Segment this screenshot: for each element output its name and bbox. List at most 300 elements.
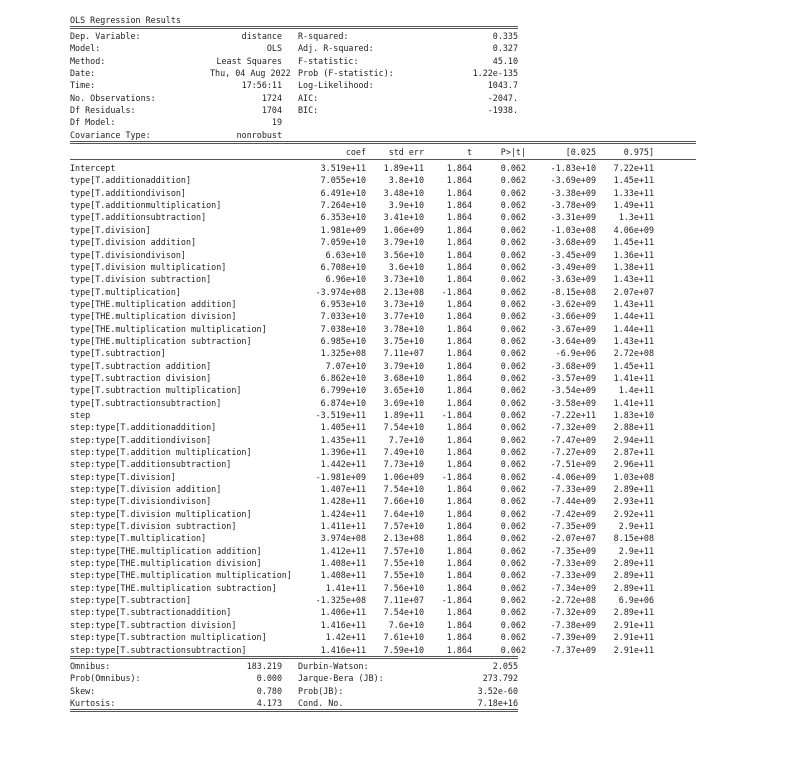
diagnostic-row xyxy=(70,660,730,672)
info-label: Dep. Variable: xyxy=(70,31,141,41)
coef-value: 6.63e+10 xyxy=(325,249,366,260)
p-value: 0.062 xyxy=(500,434,526,445)
p-value: 0.062 xyxy=(500,545,526,556)
p-value: 0.062 xyxy=(500,484,526,495)
term-name: step:type[T.additiondivison] xyxy=(70,434,212,445)
term-name: step xyxy=(70,409,91,420)
ci-lower-value: -7.33e+09 xyxy=(550,570,596,581)
term-name: type[T.subtraction division] xyxy=(70,372,212,383)
info-label: Df Model: xyxy=(70,117,116,128)
coef-value: 7.264e+10 xyxy=(320,200,366,211)
p-value: 0.062 xyxy=(500,323,526,334)
coef-value: 1.412e+11 xyxy=(320,545,366,556)
std-err-value: 7.54e+10 xyxy=(383,422,424,433)
p-value: 0.062 xyxy=(500,422,526,433)
coef-value: 7.038e+10 xyxy=(320,323,366,334)
term-name: step:type[T.subtraction division] xyxy=(70,619,237,630)
info-label: No. Observations: xyxy=(70,92,156,103)
ci-lower-value: -7.35e+09 xyxy=(550,545,596,556)
table-row xyxy=(70,236,730,248)
stat-value: -1938. xyxy=(487,105,518,116)
ci-upper-value: 7.22e+11 xyxy=(613,163,654,174)
p-value: 0.062 xyxy=(500,385,526,396)
t-value: 1.864 xyxy=(446,545,472,556)
table-row xyxy=(70,495,730,507)
t-value: 1.864 xyxy=(446,521,472,532)
table-row xyxy=(70,211,730,223)
ci-lower-value: -7.44e+09 xyxy=(550,496,596,507)
p-value: 0.062 xyxy=(500,496,526,507)
p-value: 0.062 xyxy=(500,212,526,223)
stat-value: 45.10 xyxy=(492,55,518,66)
table-row xyxy=(70,261,730,273)
coef-value: 6.353e+10 xyxy=(320,212,366,223)
diagnostic-value: 7.18e+16 xyxy=(477,697,518,708)
term-name: step:type[T.divisiondivison] xyxy=(70,496,212,507)
coef-value: 1.435e+11 xyxy=(320,434,366,445)
t-value: 1.864 xyxy=(446,224,472,235)
table-row xyxy=(70,619,730,631)
info-label: Time: xyxy=(70,80,96,91)
table-row xyxy=(70,249,730,261)
info-value: OLS xyxy=(266,43,282,54)
p-value: 0.062 xyxy=(500,311,526,322)
diagnostic-row xyxy=(70,697,730,709)
std-err-value: 3.48e+10 xyxy=(383,187,424,198)
term-name: type[T.subtraction] xyxy=(70,348,166,359)
coef-value: 7.07e+10 xyxy=(325,360,366,371)
p-value: 0.062 xyxy=(500,274,526,285)
t-value: 1.864 xyxy=(446,632,472,643)
ci-upper-value: 1.43e+11 xyxy=(613,335,654,346)
term-name: step:type[T.division subtraction] xyxy=(70,521,237,532)
table-row xyxy=(70,162,730,174)
t-value: -1.864 xyxy=(441,595,472,606)
t-value: 1.864 xyxy=(446,484,472,495)
stat-label: F-statistic: xyxy=(298,55,359,66)
term-name: type[T.subtractionsubtraction] xyxy=(70,397,222,408)
ci-upper-value: 1.43e+11 xyxy=(613,274,654,285)
info-label: Model: xyxy=(70,43,101,54)
ci-lower-value: -7.51e+09 xyxy=(550,459,596,470)
term-name: step:type[T.subtraction multiplication] xyxy=(70,632,267,643)
p-value: 0.062 xyxy=(500,335,526,346)
t-value: 1.864 xyxy=(446,237,472,248)
stat-label: BIC: xyxy=(298,105,319,116)
stat-label: Log-Likelihood: xyxy=(298,80,374,91)
coef-value: 7.055e+10 xyxy=(320,175,366,186)
t-value: 1.864 xyxy=(446,496,472,507)
term-name: type[T.division subtraction] xyxy=(70,274,212,285)
ci-upper-value: 1.41e+11 xyxy=(613,372,654,383)
coef-value: -1.325e+08 xyxy=(315,595,366,606)
p-value: 0.062 xyxy=(500,533,526,544)
ci-upper-value: 2.91e+11 xyxy=(613,619,654,630)
ci-upper-value: 2.91e+11 xyxy=(613,632,654,643)
results-title: OLS Regression Results xyxy=(70,15,181,25)
table-row xyxy=(70,323,730,335)
coef-value: 1.42e+11 xyxy=(325,632,366,643)
coef-value: 1.411e+11 xyxy=(320,521,366,532)
term-name: type[T.division] xyxy=(70,224,151,235)
term-name: step:type[T.multiplication] xyxy=(70,533,207,544)
std-err-value: 3.41e+10 xyxy=(383,212,424,223)
coef-value: 1.442e+11 xyxy=(320,459,366,470)
std-err-value: 3.69e+10 xyxy=(383,397,424,408)
t-value: 1.864 xyxy=(446,249,472,260)
term-name: step:type[THE.multiplication multiplication] xyxy=(70,570,292,581)
coef-value: 6.708e+10 xyxy=(320,261,366,272)
std-err-value: 1.06e+09 xyxy=(383,224,424,235)
t-value: 1.864 xyxy=(446,459,472,470)
table-row xyxy=(70,483,730,495)
coef-value: 6.799e+10 xyxy=(320,385,366,396)
ci-upper-value: 2.9e+11 xyxy=(618,545,654,556)
term-name: type[T.additionsubtraction] xyxy=(70,212,207,223)
diagnostic-label: Jarque-Bera (JB): xyxy=(298,673,384,684)
p-value: 0.062 xyxy=(500,360,526,371)
ci-lower-value: -3.31e+09 xyxy=(550,212,596,223)
table-row xyxy=(70,446,730,458)
t-value: 1.864 xyxy=(446,508,472,519)
ci-upper-value: 2.89e+11 xyxy=(613,607,654,618)
diagnostic-value: 2.055 xyxy=(492,660,518,671)
t-value: 1.864 xyxy=(446,200,472,211)
ci-lower-value: -1.03e+08 xyxy=(550,224,596,235)
ci-lower-value: -3.58e+09 xyxy=(550,397,596,408)
ci-lower-value: -7.32e+09 xyxy=(550,422,596,433)
diagnostic-value: 0.780 xyxy=(256,685,282,696)
coef-value: 7.059e+10 xyxy=(320,237,366,248)
t-value: 1.864 xyxy=(446,434,472,445)
diagnostic-label: Cond. No. xyxy=(298,697,344,708)
p-value: 0.062 xyxy=(500,471,526,482)
ci-lower-value: -7.38e+09 xyxy=(550,619,596,630)
p-value: 0.062 xyxy=(500,163,526,174)
table-row xyxy=(70,434,730,446)
info-row xyxy=(70,42,730,54)
term-name: type[T.subtraction multiplication] xyxy=(70,385,242,396)
term-name: type[T.divisiondivison] xyxy=(70,249,186,260)
info-row xyxy=(70,92,730,104)
ci-lower-value: -3.63e+09 xyxy=(550,274,596,285)
table-row xyxy=(70,372,730,384)
coef-value: 6.491e+10 xyxy=(320,187,366,198)
ci-lower-value: -7.22e+11 xyxy=(550,409,596,420)
std-err-value: 7.49e+10 xyxy=(383,447,424,457)
stat-value xyxy=(438,129,518,141)
ci-lower-value: -7.35e+09 xyxy=(550,521,596,532)
info-value: Thu, 04 Aug 2022 xyxy=(210,68,291,79)
ci-upper-value: 1.36e+11 xyxy=(613,249,654,260)
table-row xyxy=(70,224,730,236)
p-value: 0.062 xyxy=(500,397,526,408)
coef-value: 1.981e+09 xyxy=(320,224,366,235)
ci-upper-value: 1.03e+08 xyxy=(613,471,654,482)
coef-value: 1.424e+11 xyxy=(320,508,366,519)
table-row xyxy=(70,532,730,544)
std-err-value: 7.73e+10 xyxy=(383,459,424,470)
info-row xyxy=(70,55,730,67)
t-value: -1.864 xyxy=(441,471,472,482)
coef-value: 6.874e+10 xyxy=(320,397,366,408)
ci-lower-value: -8.15e+08 xyxy=(550,286,596,297)
std-err-value: 3.77e+10 xyxy=(383,311,424,322)
t-value: 1.864 xyxy=(446,372,472,383)
std-err-value: 7.61e+10 xyxy=(383,632,424,643)
coef-value: 3.974e+08 xyxy=(320,533,366,544)
p-value: 0.062 xyxy=(500,447,526,457)
ci-lower-value: -3.66e+09 xyxy=(550,311,596,322)
table-row xyxy=(70,187,730,199)
ci-upper-value: 2.89e+11 xyxy=(613,484,654,495)
diagnostic-value: 3.52e-60 xyxy=(477,685,518,696)
std-err-value: 7.57e+10 xyxy=(383,545,424,556)
double-rule xyxy=(70,709,518,713)
info-value: 17:56:11 xyxy=(241,80,282,91)
coef-value: 6.953e+10 xyxy=(320,298,366,309)
std-err-value: 7.55e+10 xyxy=(383,558,424,569)
diagnostic-row xyxy=(70,685,730,697)
single-rule xyxy=(70,158,696,162)
std-err-value: 1.89e+11 xyxy=(383,409,424,420)
term-name: type[T.additiondivison] xyxy=(70,187,186,198)
term-name: type[THE.multiplication addition] xyxy=(70,298,237,309)
table-row xyxy=(70,286,730,298)
ci-upper-value: 2.89e+11 xyxy=(613,558,654,569)
diagnostic-label: Prob(Omnibus): xyxy=(70,673,141,684)
std-err-value: 7.54e+10 xyxy=(383,484,424,495)
t-value: 1.864 xyxy=(446,447,472,457)
ci-upper-value: 1.45e+11 xyxy=(613,360,654,371)
ci-lower-value: -3.68e+09 xyxy=(550,360,596,371)
table-row xyxy=(70,606,730,618)
ci-upper-value: 2.94e+11 xyxy=(613,434,654,445)
term-name: step:type[T.division] xyxy=(70,471,176,482)
term-name: type[T.subtraction addition] xyxy=(70,360,212,371)
stat-label xyxy=(298,116,438,128)
ols-results-document xyxy=(70,14,730,713)
t-value: -1.864 xyxy=(441,286,472,297)
coef-value: 3.519e+11 xyxy=(320,163,366,174)
ci-lower-value: -3.64e+09 xyxy=(550,335,596,346)
term-name: step:type[T.division multiplication] xyxy=(70,508,252,519)
t-value: 1.864 xyxy=(446,348,472,359)
ci-upper-value: 1.45e+11 xyxy=(613,175,654,186)
ci-upper-value: 2.87e+11 xyxy=(613,447,654,457)
stat-value: 1043.7 xyxy=(487,80,518,91)
t-value: 1.864 xyxy=(446,558,472,569)
ci-lower-value: -3.69e+09 xyxy=(550,175,596,186)
t-value: 1.864 xyxy=(446,422,472,433)
coef-value: -3.519e+11 xyxy=(315,409,366,420)
ci-lower-value: -3.38e+09 xyxy=(550,187,596,198)
std-err-value: 7.54e+10 xyxy=(383,607,424,618)
term-name: Intercept xyxy=(70,163,116,174)
term-name: type[T.division multiplication] xyxy=(70,261,227,272)
std-err-value: 7.7e+10 xyxy=(388,434,424,445)
coef-header: coef xyxy=(345,147,366,158)
ci-lower-value: -7.33e+09 xyxy=(550,484,596,495)
ci-upper-value: 2.89e+11 xyxy=(613,582,654,593)
double-rule xyxy=(70,656,518,660)
std-err-value: 7.64e+10 xyxy=(383,508,424,519)
std-err-value: 7.66e+10 xyxy=(383,496,424,507)
std-err-value: 3.79e+10 xyxy=(383,360,424,371)
term-name: step:type[THE.multiplication addition] xyxy=(70,545,262,556)
ci-lower-value: -6.9e+06 xyxy=(555,348,596,359)
std-err-value: 2.13e+08 xyxy=(383,286,424,297)
p-value: 0.062 xyxy=(500,237,526,248)
diagnostic-value: 0.000 xyxy=(256,673,282,684)
std-err-value: 7.59e+10 xyxy=(383,644,424,655)
term-name: type[THE.multiplication division] xyxy=(70,311,237,322)
stat-label: Adj. R-squared: xyxy=(298,43,374,54)
coef-value: 1.428e+11 xyxy=(320,496,366,507)
table-row xyxy=(70,508,730,520)
ci-upper-value: 6.9e+06 xyxy=(618,595,654,606)
std-err-value: 3.9e+10 xyxy=(388,200,424,211)
diagnostic-label: Kurtosis: xyxy=(70,697,116,708)
t-value: 1.864 xyxy=(446,644,472,655)
table-row xyxy=(70,421,730,433)
t-value: 1.864 xyxy=(446,261,472,272)
table-row xyxy=(70,360,730,372)
ci-upper-value: 2.89e+11 xyxy=(613,570,654,581)
info-row xyxy=(70,129,730,141)
ci-upper-value: 1.43e+11 xyxy=(613,298,654,309)
ci-lower-value: -7.42e+09 xyxy=(550,508,596,519)
stat-value xyxy=(438,116,518,128)
p-value: 0.062 xyxy=(500,298,526,309)
stat-value: 0.327 xyxy=(492,43,518,54)
term-name: type[T.additionmultiplication] xyxy=(70,200,222,211)
std-err-value: 3.78e+10 xyxy=(383,323,424,334)
table-row xyxy=(70,199,730,211)
term-header xyxy=(70,146,302,158)
ci-upper-value: 1.33e+11 xyxy=(613,187,654,198)
ci-lower-value: -7.27e+09 xyxy=(550,447,596,457)
info-label: Df Residuals: xyxy=(70,105,136,116)
term-name: type[T.multiplication] xyxy=(70,286,181,297)
table-row xyxy=(70,409,730,421)
diagnostic-label: Omnibus: xyxy=(70,660,111,671)
table-row xyxy=(70,347,730,359)
coef-value: 1.408e+11 xyxy=(320,558,366,569)
std-err-header: std err xyxy=(388,147,424,158)
coef-value: 1.325e+08 xyxy=(320,348,366,359)
std-err-value: 2.13e+08 xyxy=(383,533,424,544)
ci-lower-value: -7.39e+09 xyxy=(550,632,596,643)
double-rule xyxy=(70,141,696,145)
coef-value: 1.405e+11 xyxy=(320,422,366,433)
stat-label xyxy=(298,129,438,141)
std-err-value: 3.73e+10 xyxy=(383,298,424,309)
ci-lower-value: -3.67e+09 xyxy=(550,323,596,334)
table-row xyxy=(70,644,730,656)
table-row xyxy=(70,557,730,569)
term-name: step:type[T.additionsubtraction] xyxy=(70,459,232,470)
std-err-value: 7.11e+07 xyxy=(383,595,424,606)
term-name: type[THE.multiplication subtraction] xyxy=(70,335,252,346)
std-err-value: 1.06e+09 xyxy=(383,471,424,482)
ci-upper-value: 2.91e+11 xyxy=(613,644,654,655)
coef-value: 1.396e+11 xyxy=(320,447,366,457)
p-value: 0.062 xyxy=(500,508,526,519)
coef-table-header xyxy=(70,146,730,158)
ci-upper-value: 2.72e+08 xyxy=(613,348,654,359)
p-value: 0.062 xyxy=(500,261,526,272)
term-name: step:type[T.addition multiplication] xyxy=(70,447,252,457)
std-err-value: 1.89e+11 xyxy=(383,163,424,174)
ci-upper-value: 1.4e+11 xyxy=(618,385,654,396)
coef-table-body xyxy=(70,162,730,656)
ci-upper-value: 1.49e+11 xyxy=(613,200,654,211)
p-value: 0.062 xyxy=(500,582,526,593)
coef-value: 1.416e+11 xyxy=(320,644,366,655)
coef-value: 1.408e+11 xyxy=(320,570,366,581)
ci-upper-value: 2.96e+11 xyxy=(613,459,654,470)
table-row xyxy=(70,174,730,186)
table-row xyxy=(70,594,730,606)
info-row xyxy=(70,116,730,128)
ci-upper-value: 8.15e+08 xyxy=(613,533,654,544)
table-row xyxy=(70,520,730,532)
coef-value: 6.862e+10 xyxy=(320,372,366,383)
p-value: 0.062 xyxy=(500,558,526,569)
info-value: Least Squares xyxy=(216,55,282,66)
p-value: 0.062 xyxy=(500,409,526,420)
term-name: type[T.division addition] xyxy=(70,237,197,248)
std-err-value: 7.11e+07 xyxy=(383,348,424,359)
table-row xyxy=(70,458,730,470)
ci-upper-value: 1.44e+11 xyxy=(613,323,654,334)
std-err-value: 3.56e+10 xyxy=(383,249,424,260)
p-value: 0.062 xyxy=(500,348,526,359)
coef-value: 1.407e+11 xyxy=(320,484,366,495)
ci-lower-value: -2.07e+07 xyxy=(550,533,596,544)
p-value: 0.062 xyxy=(500,249,526,260)
table-row xyxy=(70,397,730,409)
ci-upper-header: 0.975] xyxy=(623,147,654,158)
t-value: 1.864 xyxy=(446,187,472,198)
std-err-value: 7.6e+10 xyxy=(388,619,424,630)
t-value: 1.864 xyxy=(446,212,472,223)
table-row xyxy=(70,471,730,483)
t-value: 1.864 xyxy=(446,274,472,285)
p-value: 0.062 xyxy=(500,187,526,198)
p-value: 0.062 xyxy=(500,224,526,235)
ci-lower-value: -3.68e+09 xyxy=(550,237,596,248)
info-value: 1724 xyxy=(261,92,282,103)
coef-value: -1.981e+09 xyxy=(315,471,366,482)
t-value: 1.864 xyxy=(446,163,472,174)
ci-lower-value: -7.47e+09 xyxy=(550,434,596,445)
diagnostic-row xyxy=(70,672,730,684)
info-value: distance xyxy=(241,31,282,41)
p-value: 0.062 xyxy=(500,200,526,211)
ci-upper-value: 2.88e+11 xyxy=(613,422,654,433)
ci-upper-value: 2.07e+07 xyxy=(613,286,654,297)
stat-value: 0.335 xyxy=(492,31,518,41)
t-value: 1.864 xyxy=(446,298,472,309)
term-name: step:type[THE.multiplication subtraction] xyxy=(70,582,277,593)
p-value: 0.062 xyxy=(500,632,526,643)
diagnostic-value: 273.792 xyxy=(482,673,518,684)
diagnostics-section xyxy=(70,660,730,709)
ci-lower-value: -3.78e+09 xyxy=(550,200,596,211)
stat-value: 1.22e-135 xyxy=(472,68,518,79)
